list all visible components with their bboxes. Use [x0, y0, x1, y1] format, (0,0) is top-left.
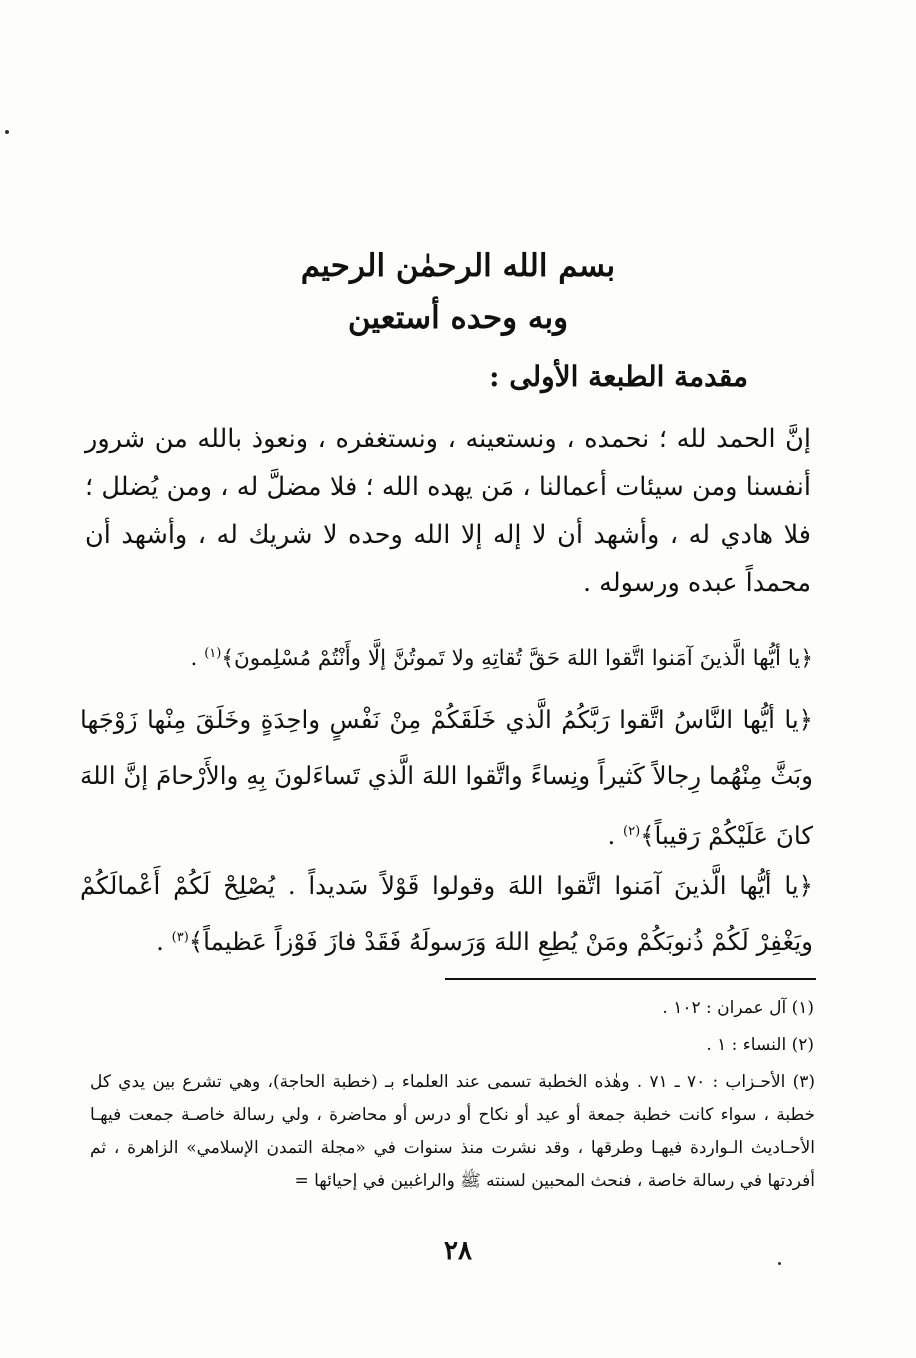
verse-text: ﴿يا أيُّها النَّاسُ اتَّقوا رَبَّكُمُ الَّذي خَلَقَكُمْ مِنْ نَفْسٍ واحِدَةٍ وخَلَقَ مِنْها زَوْجَها وبَثَّ مِنْهُما رِجالاً كَثيراً ونِساءً واتَّقوا اللهَ الَّذي تَساءَلونَ بِهِ والأَرْحامَ إنَّ اللهَ كانَ عَلَيْكُمْ رَقيباً﴾ [80, 705, 813, 851]
verse-end: . [607, 821, 624, 851]
footnote-ref: (٣) [171, 930, 189, 945]
scan-speck [5, 130, 9, 134]
verse-end: . [190, 646, 205, 672]
quran-verse-1 [80, 634, 813, 679]
verse-end: . [156, 927, 172, 957]
footnote-3: (٣) الأحـزاب : ٧٠ ـ ٧١ . وهٰذه الخطبة تسمى عند العلماء بـ (خطبة الحاجة)، وهي تشرع بين يدي كل خطبة ، سواء كانت خطبة جمعة أو عيد أو نكاح أو درس أو محاضرة ، ولي رسالة خاصـة جمعت فيهـا الأحـاديث الـواردة فيهـا وطرقها ، وقد نشرت منذ سنوات في «مجلة التمدن الإسلامي» الزاهرة ، ثم أفردتها في رسالة خاصة ، فنحث المحبين لسنته ﷺ والراغبين في إحيائها = [90, 1072, 815, 1191]
verse-text: ﴿يا أيُّها الَّذينَ آمَنوا اتَّقوا اللهَ وقولوا قَوْلاً سَديداً . يُصْلِحْ لَكُمْ أَعْمالَكُمْ ويَغْفِرْ لَكُمْ ذُنوبَكُمْ ومَنْ يُطِعِ اللهَ وَرَسولَهُ فَقَدْ فازَ فَوْزاً عَظيماً﴾ [80, 871, 813, 957]
basmala-heading: بسم الله الرحمٰن الرحيم [300, 248, 616, 284]
verse-text: ﴿يا أيُّها الَّذينَ آمَنوا اتَّقوا اللهَ حَقَّ تُقاتِهِ ولا تَموتُنَّ إلَّا وأَنْتُمْ مُسْلِمونَ﴾ [221, 646, 813, 672]
subtitle-heading: وبه وحده أستعين [347, 300, 569, 336]
footnote-separator [445, 978, 816, 980]
quran-verse-2 [80, 692, 813, 864]
footnote-2: (٢) النساء : ١ . [706, 1035, 814, 1055]
footnote-ref: (٢) [623, 824, 641, 839]
section-title: مقدمة الطبعة الأولى : [489, 360, 748, 393]
quran-verse-3 [80, 860, 813, 968]
footnote-ref: (١) [204, 646, 222, 661]
page-number: ٢٨ [444, 1236, 472, 1266]
footnote-1: (١) آل عمران : ١٠٢ . [662, 998, 814, 1018]
intro-paragraph: إنَّ الحمد لله ؛ نحمده ، ونستعينه ، ونستغفره ، ونعوذ بالله من شرور أنفسنا ومن سيئات أعمالنا ، مَن يهده الله ؛ فلا مضلَّ له ، ومن يُضلل ؛ فلا هادي له ، وأشهد أن لا إله إلا الله وحده لا شريك له ، وأشهد أن محمداً عبده ورسوله . [85, 424, 811, 598]
